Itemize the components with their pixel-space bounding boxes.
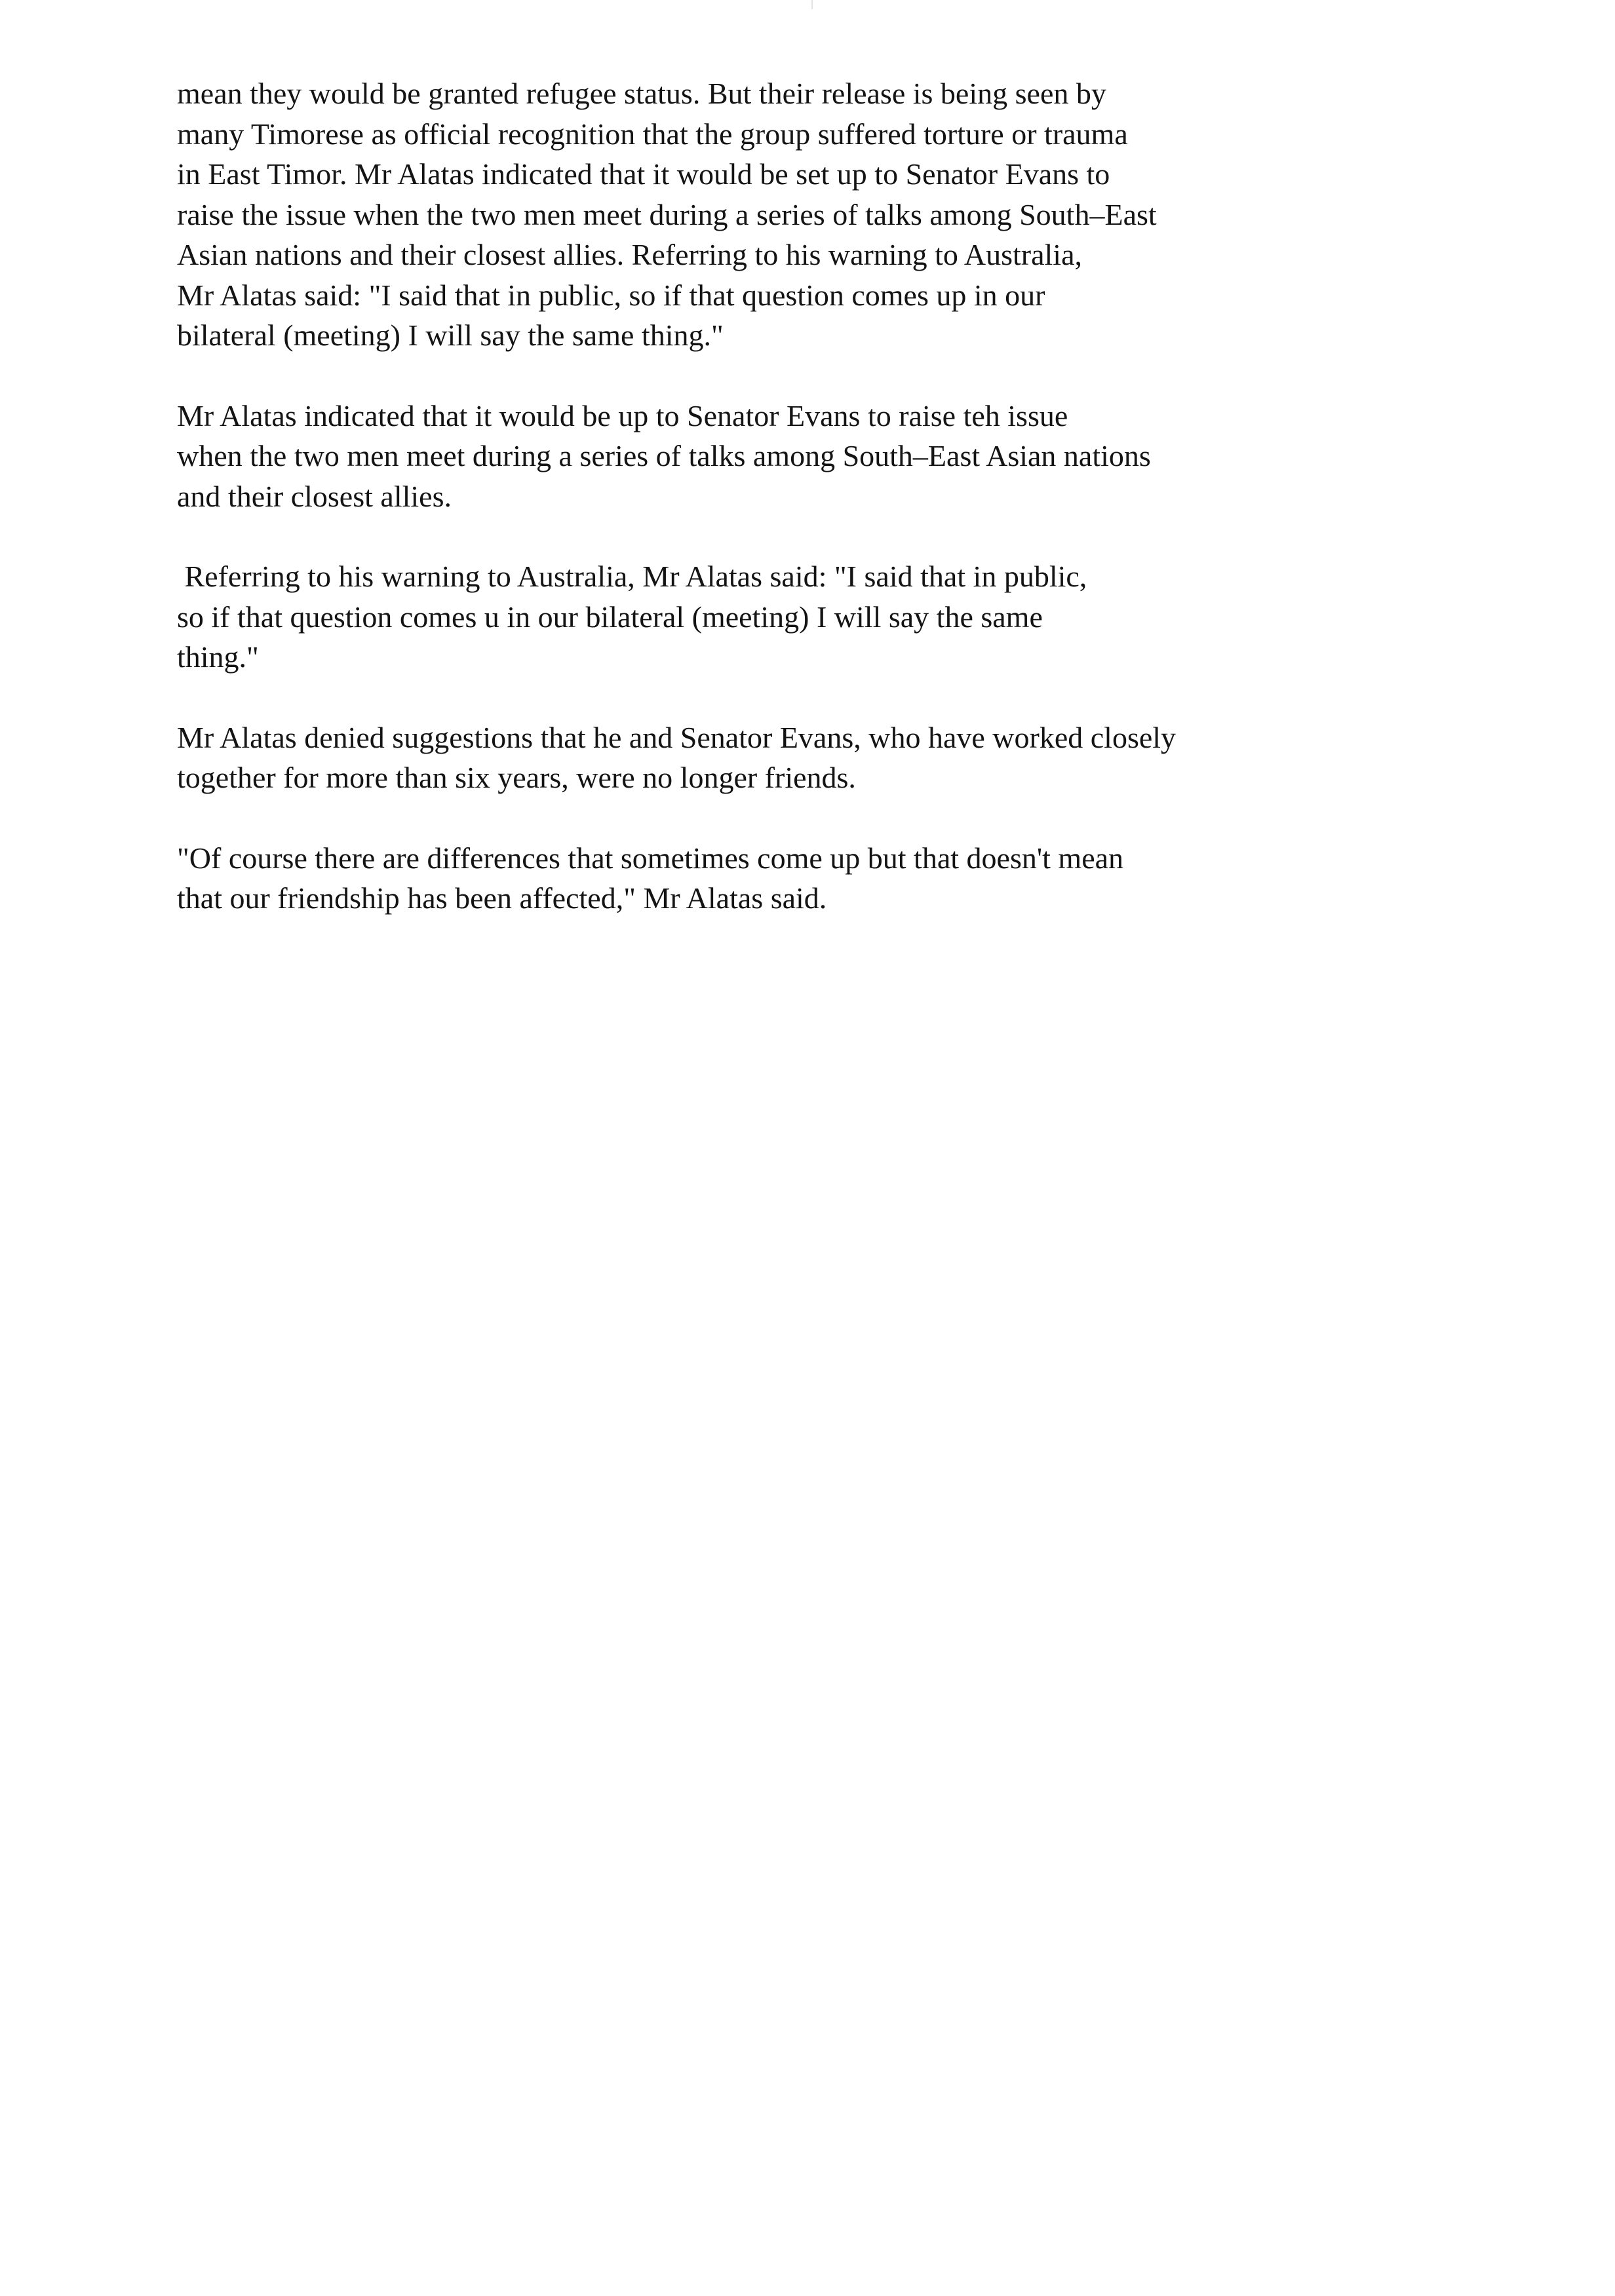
paragraph-4 bbox=[177, 718, 1357, 798]
paragraph-3 bbox=[177, 556, 1357, 678]
text-line: thing." bbox=[177, 640, 259, 674]
text-line: when the two men meet during a series of talks among South–East Asian nations bbox=[177, 439, 1151, 472]
paragraph-2 bbox=[177, 396, 1357, 517]
scan-artifact bbox=[811, 0, 813, 9]
text-line: raise the issue when the two men meet during a series of talks among South–East bbox=[177, 197, 1157, 231]
text-line: mean they would be granted refugee status. But their release is being seen by bbox=[177, 77, 1106, 110]
text-line: Mr Alatas indicated that it would be up to Senator Evans to raise teh issue bbox=[177, 398, 1068, 432]
text-line: Mr Alatas denied suggestions that he and Senator Evans, who have worked closely bbox=[177, 720, 1177, 754]
article-body bbox=[177, 73, 1357, 959]
paragraph-5 bbox=[177, 838, 1357, 919]
text-line: Asian nations and their closest allies. Referring to his warning to Australia, bbox=[177, 238, 1082, 271]
text-line: in East Timor. Mr Alatas indicated that it would be set up to Senator Evans to bbox=[177, 157, 1110, 191]
text-line: Mr Alatas said: "I said that in public, so if that question comes up in our bbox=[177, 278, 1045, 312]
text-line: Referring to his warning to Australia, Mr Alatas said: "I said that in public, bbox=[177, 560, 1087, 593]
text-line: "Of course there are differences that sometimes come up but that doesn't mean bbox=[177, 841, 1124, 875]
text-line: bilateral (meeting) I will say the same thing." bbox=[177, 318, 724, 352]
text-line: many Timorese as official recognition that the group suffered torture or trauma bbox=[177, 117, 1128, 151]
text-line: so if that question comes u in our bilateral (meeting) I will say the same bbox=[177, 600, 1043, 634]
text-line: together for more than six years, were no longer friends. bbox=[177, 761, 856, 794]
text-line: and their closest allies. bbox=[177, 479, 452, 513]
paragraph-1 bbox=[177, 73, 1357, 356]
text-line: that our friendship has been affected," Mr Alatas said. bbox=[177, 881, 827, 915]
